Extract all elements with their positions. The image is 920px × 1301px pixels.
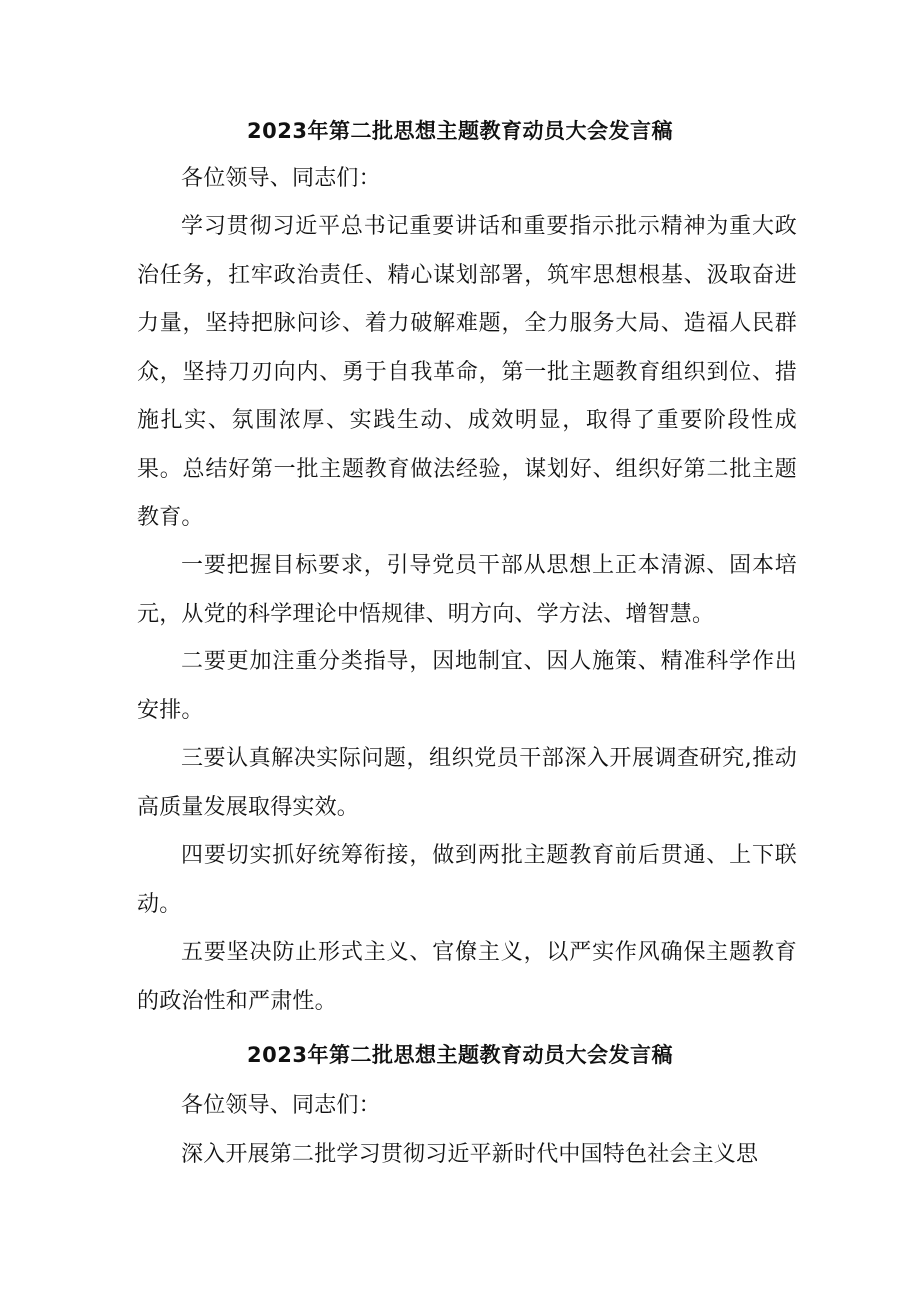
section-1-title: 2023年第二批思想主题教育动员大会发言稿 [247,119,673,143]
section-1-paragraph-4: 三要认真解决实际问题，组织党员干部深入开展调查研究,推动高质量发展取得实效。 [137,746,797,820]
section-2-paragraph-1: 深入开展第二批学习贯彻习近平新时代中国特色社会主义思 [181,1142,759,1167]
section-1-paragraph-1: 学习贯彻习近平总书记重要讲话和重要指示批示精神为重大政治任务，扛牢政治责任、精心谋划部署，筑牢思想根基、汲取奋进力量，坚持把脉问诊、着力破解难题，全力服务大局、造福人民群众，坚持刀刃向内、勇于自我革命，第一批主题教育组织到位、措施扎实、氛围浓厚、实践生动、成效明显，取得了重要阶段性成果。总结好第一批主题教育做法经验，谋划好、组织好第二批主题教育。 [137,214,797,530]
section-1-greeting: 各位领导、同志们： [181,166,381,191]
section-1-paragraph-2: 一要把握目标要求，引导党员干部从思想上正本清源、固本培元，从党的科学理论中悟规律、明方向、学方法、增智慧。 [137,553,797,627]
section-1-paragraph-3: 二要更加注重分类指导，因地制宜、因人施策、精准科学作出安排。 [137,649,797,723]
section-2-greeting: 各位领导、同志们： [181,1093,381,1118]
section-1-paragraph-5: 四要切实抓好统筹衔接，做到两批主题教育前后贯通、上下联动。 [137,843,797,917]
section-1-paragraph-6: 五要坚决防止形式主义、官僚主义，以严实作风确保主题教育的政治性和严肃性。 [137,940,797,1014]
section-2-title: 2023年第二批思想主题教育动员大会发言稿 [247,1043,673,1067]
